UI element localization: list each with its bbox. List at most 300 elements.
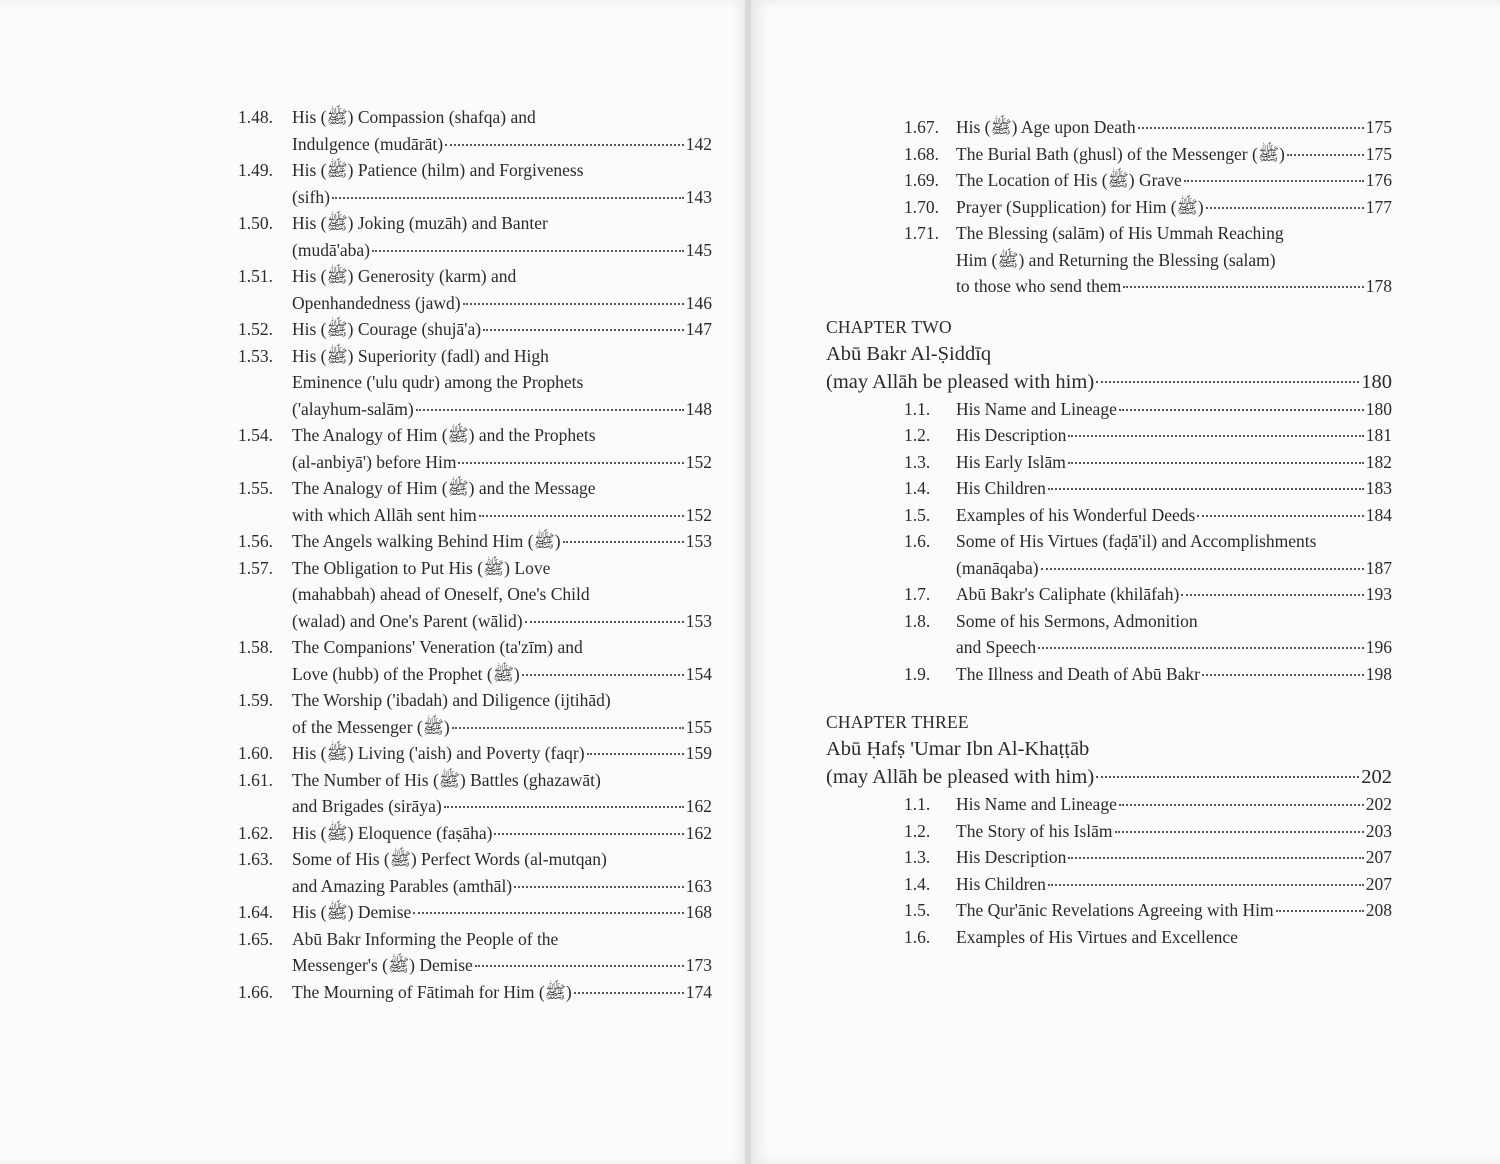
- toc-entry: [238, 422, 712, 475]
- entry-number: 1.64.: [238, 902, 273, 922]
- entry-number: 1.62.: [238, 822, 273, 843]
- entry-page-number: 183: [1365, 478, 1392, 498]
- entry-title-line: The Companions' Veneration (ta'zīm) and: [292, 637, 583, 657]
- entry-number: 1.59.: [238, 690, 273, 710]
- chapter-three-subtitle-row: [826, 763, 1392, 791]
- toc-entry: [826, 167, 1392, 194]
- entry-title-line: The Analogy of Him (ﷺ) and the Prophets: [292, 425, 596, 445]
- entry-body: [292, 343, 712, 423]
- entry-body: [956, 167, 1392, 194]
- entry-last-line-row: [292, 528, 712, 555]
- entry-number: 1.3.: [904, 451, 931, 472]
- toc-entry: [238, 210, 712, 263]
- entry-last-line-row: [292, 873, 712, 900]
- entry-body: [956, 818, 1392, 845]
- toc-entry: [826, 924, 1392, 951]
- toc-entry: [238, 820, 712, 847]
- entry-title-line: Openhandedness (jawd): [292, 292, 461, 313]
- entry-body: [956, 475, 1392, 502]
- entry-last-line-row: [292, 449, 712, 476]
- entry-last-line-row: [956, 114, 1392, 141]
- entry-page-number: 177: [1365, 196, 1392, 217]
- entry-last-line-row: [956, 475, 1392, 502]
- entry-title-line: Examples of His Virtues and Excellence: [956, 926, 1238, 947]
- toc-entry: [826, 897, 1392, 924]
- chapter-two-title: Abū Bakr Al-Ṣiddīq: [826, 342, 992, 365]
- leader-dots: [475, 965, 684, 967]
- entry-page-number: 168: [685, 902, 712, 922]
- entry-page-number: 182: [1365, 451, 1392, 472]
- entry-title-line: The Illness and Death of Abū Bakr: [956, 663, 1200, 684]
- entry-page-number: 153: [685, 531, 712, 551]
- entry-last-line-row: [956, 555, 1392, 582]
- toc-entry: [238, 343, 712, 423]
- entry-last-line-row: [956, 844, 1392, 871]
- entry-title-line: His (ﷺ) Generosity (karm) and: [292, 266, 517, 286]
- entry-body: [292, 104, 712, 157]
- toc-entry: [238, 846, 712, 899]
- entry-body: [956, 844, 1392, 871]
- entry-last-line-row: [956, 273, 1392, 300]
- entry-last-line-row: [956, 396, 1392, 423]
- entry-title-line: The Worship ('ibadah) and Diligence (ijtihād): [292, 690, 611, 710]
- leader-dots: [1276, 910, 1364, 912]
- entry-body: [956, 528, 1392, 581]
- entry-title-line: His (ﷺ) Superiority (fadl) and High: [292, 345, 549, 366]
- entry-last-line-row: [956, 634, 1392, 661]
- entry-number: 1.51.: [238, 266, 273, 286]
- entry-body: [292, 263, 712, 316]
- entry-page-number: 207: [1365, 873, 1392, 894]
- leader-dots: [1048, 884, 1364, 886]
- entry-title-line: His Early Islām: [956, 451, 1066, 472]
- chapter-two-subtitle-row: [826, 368, 1392, 396]
- entry-page-number: 159: [685, 743, 712, 763]
- entry-page-number: 180: [1365, 398, 1392, 419]
- leader-dots: [445, 144, 684, 146]
- entry-last-line-row: [292, 793, 712, 820]
- entry-title-line: (mudā'aba): [292, 239, 370, 260]
- chapter-three-page: 202: [1361, 766, 1392, 788]
- toc-entry: [238, 740, 712, 767]
- entry-title-line: His Children: [956, 873, 1046, 894]
- entry-number: 1.53.: [238, 345, 273, 366]
- entry-last-line-row: [956, 924, 1392, 951]
- leader-dots: [1138, 127, 1364, 129]
- entry-title-line: The Story of his Islām: [956, 820, 1113, 841]
- entry-title-line: The Location of His (ﷺ) Grave: [956, 170, 1182, 190]
- entry-last-line-row: [292, 608, 712, 635]
- entry-title-line: His (ﷺ) Living ('aish) and Poverty (faqr): [292, 743, 585, 763]
- entry-title-line: (al-anbiyā') before Him: [292, 451, 457, 472]
- entry-number: 1.2.: [904, 425, 931, 445]
- entry-last-line-row: [292, 740, 712, 767]
- entry-page-number: 176: [1365, 170, 1392, 190]
- entry-page-number: 203: [1365, 820, 1392, 841]
- entry-number: 1.6.: [904, 531, 931, 551]
- leader-dots: [563, 541, 684, 543]
- entry-number: 1.2.: [904, 820, 931, 841]
- entry-title-line: Messenger's (ﷺ) Demise: [292, 955, 473, 975]
- entry-number: 1.57.: [238, 557, 273, 578]
- leader-dots: [452, 727, 684, 729]
- entry-last-line-row: [956, 871, 1392, 898]
- entry-last-line-row: [292, 820, 712, 847]
- entry-number: 1.3.: [904, 847, 931, 867]
- toc-right-top-entries: [826, 114, 1392, 300]
- chapter-three-label: CHAPTER THREE: [826, 712, 969, 732]
- leader-dots: [1068, 462, 1364, 464]
- entry-title-line: Some of his Sermons, Admonition: [956, 610, 1198, 631]
- toc-entry: [826, 475, 1392, 502]
- entry-number: 1.5.: [904, 900, 931, 920]
- toc-entry: [826, 141, 1392, 168]
- entry-number: 1.1.: [904, 398, 931, 419]
- entry-page-number: 163: [685, 875, 712, 896]
- entry-title-line: and Brigades (sirāya): [292, 796, 442, 816]
- entry-page-number: 162: [685, 796, 712, 816]
- entry-title-line: Prayer (Supplication) for Him (ﷺ): [956, 196, 1204, 217]
- entry-last-line-row: [292, 899, 712, 926]
- toc-entry: [826, 194, 1392, 221]
- entry-page-number: 147: [685, 319, 712, 339]
- chapter-two-page: 180: [1361, 370, 1392, 393]
- toc-entry: [826, 581, 1392, 608]
- toc-entry: [826, 449, 1392, 476]
- toc-entry: [826, 502, 1392, 529]
- leader-dots: [1119, 804, 1364, 806]
- entry-page-number: 202: [1365, 794, 1392, 814]
- leader-dots: [413, 912, 683, 914]
- entry-page-number: 187: [1365, 557, 1392, 578]
- entry-title-line: The Number of His (ﷺ) Battles (ghazawāt): [292, 769, 601, 790]
- leader-dots: [483, 329, 684, 331]
- entry-title-line: His (ﷺ) Demise: [292, 902, 412, 922]
- toc-entry: [826, 661, 1392, 688]
- entry-last-line-row: [292, 661, 712, 688]
- leader-dots: [463, 303, 684, 305]
- entry-last-line-row: [292, 131, 712, 158]
- toc-entry: [826, 220, 1392, 300]
- entry-page-number: 153: [685, 610, 712, 631]
- entry-body: [956, 924, 1392, 951]
- entry-last-line-row: [956, 502, 1392, 529]
- chapter-two-subtitle: (may Allāh be pleased with him): [826, 370, 1095, 393]
- leader-dots: [1184, 180, 1364, 182]
- entry-number: 1.70.: [904, 196, 939, 217]
- entry-body: [956, 141, 1392, 168]
- entry-page-number: 152: [685, 504, 712, 525]
- entry-number: 1.49.: [238, 160, 273, 180]
- entry-title-line: The Angels walking Behind Him (ﷺ): [292, 531, 561, 551]
- entry-title-line: Examples of his Wonderful Deeds: [956, 504, 1196, 525]
- entry-last-line-row: [292, 714, 712, 741]
- chapter-three-title: Abū Ḥafṣ 'Umar Ibn Al-Khaṭṭāb: [826, 738, 1090, 760]
- leader-dots: [1123, 286, 1363, 288]
- leader-dots: [1096, 381, 1359, 383]
- entry-body: [956, 581, 1392, 608]
- entry-title-line: Some of His (ﷺ) Perfect Words (al-mutqan): [292, 849, 607, 869]
- entry-number: 1.8.: [904, 610, 931, 631]
- entry-title-line: with which Allāh sent him: [292, 504, 477, 525]
- leader-dots: [1115, 831, 1364, 833]
- entry-body: [292, 979, 712, 1006]
- entry-page-number: 174: [685, 981, 712, 1002]
- entry-body: [292, 528, 712, 555]
- leader-dots: [372, 250, 684, 252]
- toc-entry: [238, 316, 712, 343]
- entry-title-line: (manāqaba): [956, 557, 1039, 578]
- entry-body: [292, 210, 712, 263]
- leader-dots: [1181, 594, 1363, 596]
- entry-page-number: 155: [685, 716, 712, 737]
- leader-dots: [1068, 435, 1363, 437]
- entry-title-line: The Qur'ānic Revelations Agreeing with Him: [956, 900, 1274, 920]
- entry-last-line-row: [956, 422, 1392, 449]
- entry-last-line-row: [956, 449, 1392, 476]
- entry-last-line-row: [292, 237, 712, 264]
- chapter-two-entries: [826, 396, 1392, 688]
- entry-body: [956, 608, 1392, 661]
- toc-entry: [238, 104, 712, 157]
- entry-title-line: The Obligation to Put His (ﷺ) Love: [292, 557, 551, 578]
- toc-entry: [826, 396, 1392, 423]
- entry-last-line-row: [956, 581, 1392, 608]
- entry-body: [956, 661, 1392, 688]
- entry-page-number: 145: [685, 239, 712, 260]
- leader-dots: [416, 409, 684, 411]
- entry-last-line-row: [956, 167, 1392, 194]
- toc-entry: [238, 475, 712, 528]
- entry-title-line: Indulgence (mudārāt): [292, 133, 444, 154]
- leader-dots: [1096, 776, 1359, 778]
- entry-title-line: Abū Bakr's Caliphate (khilāfah): [956, 584, 1180, 604]
- entry-body: [956, 422, 1392, 449]
- entry-title-line: The Analogy of Him (ﷺ) and the Message: [292, 478, 596, 498]
- entry-page-number: 207: [1365, 847, 1392, 867]
- entry-page-number: 193: [1365, 584, 1392, 604]
- entry-body: [956, 396, 1392, 423]
- entry-title-line: Some of His Virtues (faḍā'il) and Accomplishments: [956, 531, 1317, 551]
- leader-dots: [514, 886, 684, 888]
- entry-number: 1.61.: [238, 769, 273, 790]
- entry-title-line: Love (hubb) of the Prophet (ﷺ): [292, 663, 520, 684]
- entry-body: [292, 846, 712, 899]
- leader-dots: [1038, 647, 1364, 649]
- entry-last-line-row: [292, 316, 712, 343]
- entry-page-number: 175: [1365, 143, 1392, 164]
- entry-title-line: His (ﷺ) Compassion (shafqa) and: [292, 107, 536, 127]
- entry-last-line-row: [956, 141, 1392, 168]
- entry-title-line: His Name and Lineage: [956, 398, 1117, 419]
- entry-body: [956, 220, 1392, 300]
- toc-entry: [826, 422, 1392, 449]
- leader-dots: [458, 462, 683, 464]
- leader-dots: [1206, 207, 1364, 209]
- toc-entry: [826, 818, 1392, 845]
- leader-dots: [522, 674, 684, 676]
- entry-page-number: 152: [685, 451, 712, 472]
- entry-body: [292, 555, 712, 635]
- entry-title-line: The Blessing (salām) of His Ummah Reaching: [956, 223, 1284, 243]
- entry-page-number: 208: [1365, 900, 1392, 920]
- entry-page-number: 154: [685, 663, 712, 684]
- entry-title-line: Him (ﷺ) and Returning the Blessing (salam): [956, 249, 1276, 270]
- entry-page-number: 142: [685, 133, 712, 154]
- leader-dots: [574, 992, 684, 994]
- entry-body: [292, 767, 712, 820]
- entry-last-line-row: [956, 194, 1392, 221]
- entry-number: 1.9.: [904, 663, 931, 684]
- entry-title-line: of the Messenger (ﷺ): [292, 716, 450, 737]
- entry-title-line: Eminence ('ulu qudr) among the Prophets: [292, 372, 584, 392]
- entry-number: 1.52.: [238, 319, 273, 339]
- entry-body: [292, 740, 712, 767]
- entry-title-line: (mahabbah) ahead of Oneself, One's Child: [292, 584, 590, 604]
- toc-entry: [238, 634, 712, 687]
- leader-dots: [1119, 409, 1364, 411]
- leader-dots: [494, 833, 683, 835]
- entry-title-line: His Name and Lineage: [956, 794, 1117, 814]
- entry-title-line: (walad) and One's Parent (wālid): [292, 610, 523, 631]
- entry-body: [292, 926, 712, 979]
- leader-dots: [1287, 154, 1364, 156]
- entry-number: 1.65.: [238, 928, 273, 949]
- toc-entry: [238, 979, 712, 1006]
- entry-number: 1.71.: [904, 223, 939, 243]
- entry-page-number: 178: [1365, 276, 1392, 296]
- entry-page-number: 198: [1365, 663, 1392, 684]
- toc-entry: [238, 687, 712, 740]
- leader-dots: [444, 806, 684, 808]
- toc-entry: [238, 767, 712, 820]
- entry-number: 1.56.: [238, 531, 273, 551]
- entry-body: [956, 114, 1392, 141]
- entry-last-line-row: [292, 184, 712, 211]
- toc-entry: [238, 899, 712, 926]
- entry-last-line-row: [956, 791, 1392, 818]
- toc-right-list: [826, 114, 1392, 950]
- entry-number: 1.4.: [904, 873, 931, 894]
- leader-dots: [1041, 568, 1364, 570]
- entry-body: [292, 316, 712, 343]
- entry-page-number: 173: [685, 955, 712, 975]
- entry-last-line-row: [956, 897, 1392, 924]
- entry-last-line-row: [956, 818, 1392, 845]
- toc-entry: [826, 528, 1392, 581]
- entry-title-line: to those who send them: [956, 276, 1122, 296]
- entry-body: [292, 687, 712, 740]
- leader-dots: [1068, 857, 1363, 859]
- entry-body: [292, 475, 712, 528]
- entry-body: [956, 791, 1392, 818]
- toc-entry: [238, 263, 712, 316]
- toc-entry: [238, 555, 712, 635]
- entry-body: [292, 634, 712, 687]
- entry-last-line-row: [292, 396, 712, 423]
- entry-number: 1.55.: [238, 478, 273, 498]
- entry-page-number: 146: [685, 292, 712, 313]
- leader-dots: [1202, 674, 1364, 676]
- toc-left-list: [238, 104, 712, 1005]
- entry-title-line: His Description: [956, 847, 1067, 867]
- entry-body: [956, 897, 1392, 924]
- toc-entry: [238, 926, 712, 979]
- entry-title-line: His (ﷺ) Eloquence (faṣāha): [292, 822, 493, 843]
- chapter-three-entries: [826, 791, 1392, 950]
- entry-last-line-row: [292, 502, 712, 529]
- entry-page-number: 181: [1365, 425, 1392, 445]
- entry-title-line: His (ﷺ) Patience (hilm) and Forgiveness: [292, 160, 584, 180]
- entry-title-line: His Children: [956, 478, 1046, 498]
- leader-dots: [1197, 515, 1363, 517]
- entry-page-number: 184: [1365, 504, 1392, 525]
- entry-title-line: Abū Bakr Informing the People of the: [292, 928, 559, 949]
- entry-number: 1.69.: [904, 170, 939, 190]
- entry-body: [956, 502, 1392, 529]
- entry-number: 1.6.: [904, 926, 931, 947]
- entry-last-line-row: [956, 661, 1392, 688]
- leader-dots: [525, 621, 684, 623]
- entry-body: [292, 422, 712, 475]
- toc-entry: [826, 608, 1392, 661]
- entry-body: [956, 871, 1392, 898]
- leader-dots: [1048, 488, 1364, 490]
- entry-page-number: 175: [1365, 117, 1392, 137]
- entry-title-line: and Speech: [956, 637, 1037, 657]
- entry-number: 1.5.: [904, 504, 931, 525]
- leader-dots: [332, 197, 684, 199]
- entry-number: 1.54.: [238, 425, 273, 445]
- toc-entry: [826, 844, 1392, 871]
- entry-title-line: The Mourning of Fātimah for Him (ﷺ): [292, 981, 572, 1002]
- entry-title-line: His (ﷺ) Joking (muzāh) and Banter: [292, 213, 548, 233]
- entry-title-line: and Amazing Parables (amthāl): [292, 875, 513, 896]
- entry-title-line: (sifh): [292, 186, 330, 207]
- entry-title-line: His (ﷺ) Age upon Death: [956, 117, 1136, 137]
- entry-number: 1.60.: [238, 743, 273, 763]
- entry-page-number: 143: [685, 186, 712, 207]
- leader-dots: [587, 753, 684, 755]
- toc-entry: [826, 871, 1392, 898]
- entry-body: [292, 157, 712, 210]
- entry-number: 1.50.: [238, 213, 273, 233]
- entry-number: 1.63.: [238, 849, 273, 869]
- toc-entry: [826, 114, 1392, 141]
- entry-body: [292, 899, 712, 926]
- entry-number: 1.66.: [238, 981, 273, 1002]
- entry-number: 1.67.: [904, 117, 939, 137]
- leader-dots: [479, 515, 684, 517]
- entry-page-number: 196: [1365, 637, 1392, 657]
- chapter-two-label: CHAPTER TWO: [826, 316, 952, 337]
- entry-number: 1.48.: [238, 107, 273, 127]
- entry-number: 1.4.: [904, 478, 931, 498]
- entry-number: 1.7.: [904, 584, 931, 604]
- entry-title-line: His Description: [956, 425, 1067, 445]
- entry-last-line-row: [292, 979, 712, 1006]
- entry-body: [956, 194, 1392, 221]
- chapter-three-subtitle: (may Allāh be pleased with him): [826, 766, 1095, 788]
- toc-entry: [826, 791, 1392, 818]
- toc-entry: [238, 528, 712, 555]
- entry-number: 1.58.: [238, 637, 273, 657]
- entry-title-line: The Burial Bath (ghusl) of the Messenger (ﷺ): [956, 143, 1285, 164]
- entry-last-line-row: [292, 290, 712, 317]
- entry-page-number: 162: [685, 822, 712, 843]
- entry-title-line: ('alayhum-salām): [292, 398, 414, 419]
- entry-last-line-row: [292, 952, 712, 979]
